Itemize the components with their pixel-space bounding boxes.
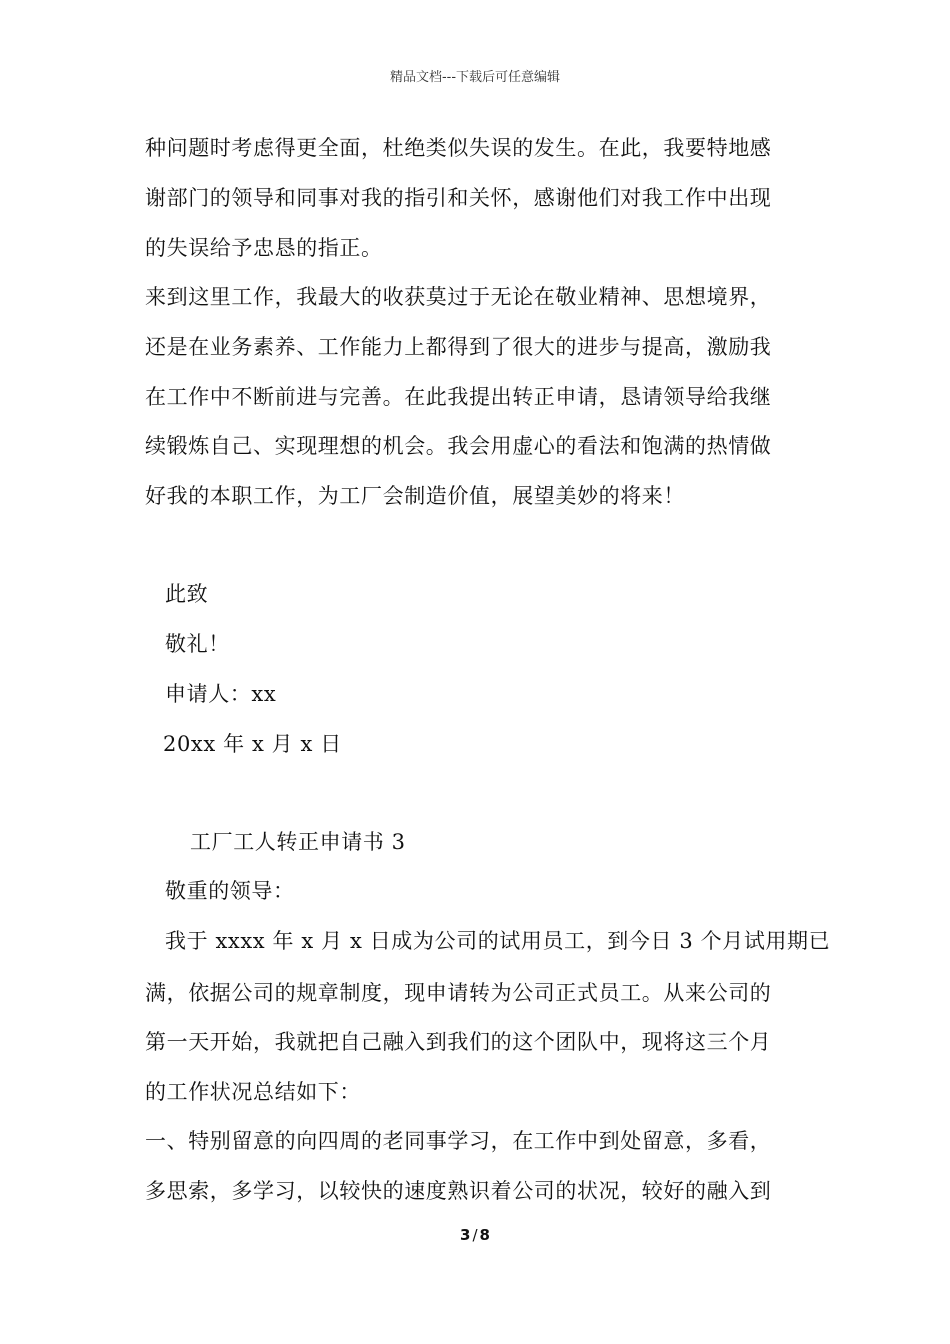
body-line: 还是在业务素养、工作能力上都得到了很大的进步与提高，激励我 [145,335,772,359]
body-line: 来到这里工作，我最大的收获莫过于无论在敬业精神、思想境界， [145,285,772,309]
closing-salutation: 此致 [165,582,209,606]
applicant-name: 申请人：xx [165,682,277,706]
section-title: 工厂工人转正申请书 3 [190,830,406,854]
body-line: 多思索，多学习，以较快的速度熟识着公司的状况，较好的融入到 [145,1179,772,1203]
current-page: 3 [460,1226,471,1244]
body-line: 的失误给予忠恳的指正。 [145,236,383,260]
body-line: 一、特别留意的向四周的老同事学习，在工作中到处留意，多看， [145,1129,772,1153]
page-header: 精品文档---下载后可任意编辑 [389,70,561,85]
body-line: 第一天开始，我就把自己融入到我们的这个团队中，现将这三个月 [145,1030,772,1054]
body-line: 种问题时考虑得更全面，杜绝类似失误的发生。在此，我要特地感 [145,136,772,160]
body-line: 谢部门的领导和同事对我的指引和关怀，感谢他们对我工作中出现 [145,186,772,210]
body-line: 的工作状况总结如下： [145,1080,361,1104]
body-line: 续锻炼自己、实现理想的机会。我会用虚心的看法和饱满的热情做 [145,434,772,458]
closing-regards: 敬礼！ [165,632,230,656]
page-number [0,1226,950,1244]
body-line: 在工作中不断前进与完善。在此我提出转正申请，恳请领导给我继 [145,385,772,409]
body-line: 好我的本职工作，为工厂会制造价值，展望美妙的将来！ [145,484,685,508]
salutation: 敬重的领导： [165,879,295,903]
body-line: 我于 xxxx 年 x 月 x 日成为公司的试用员工，到今日 3 个月试用期已 [165,929,831,953]
page-separator: / [472,1226,478,1244]
total-pages: 8 [479,1226,490,1244]
application-date: 20xx 年 x 月 x 日 [163,732,342,756]
body-line: 满，依据公司的规章制度，现申请转为公司正式员工。从来公司的 [145,981,772,1005]
